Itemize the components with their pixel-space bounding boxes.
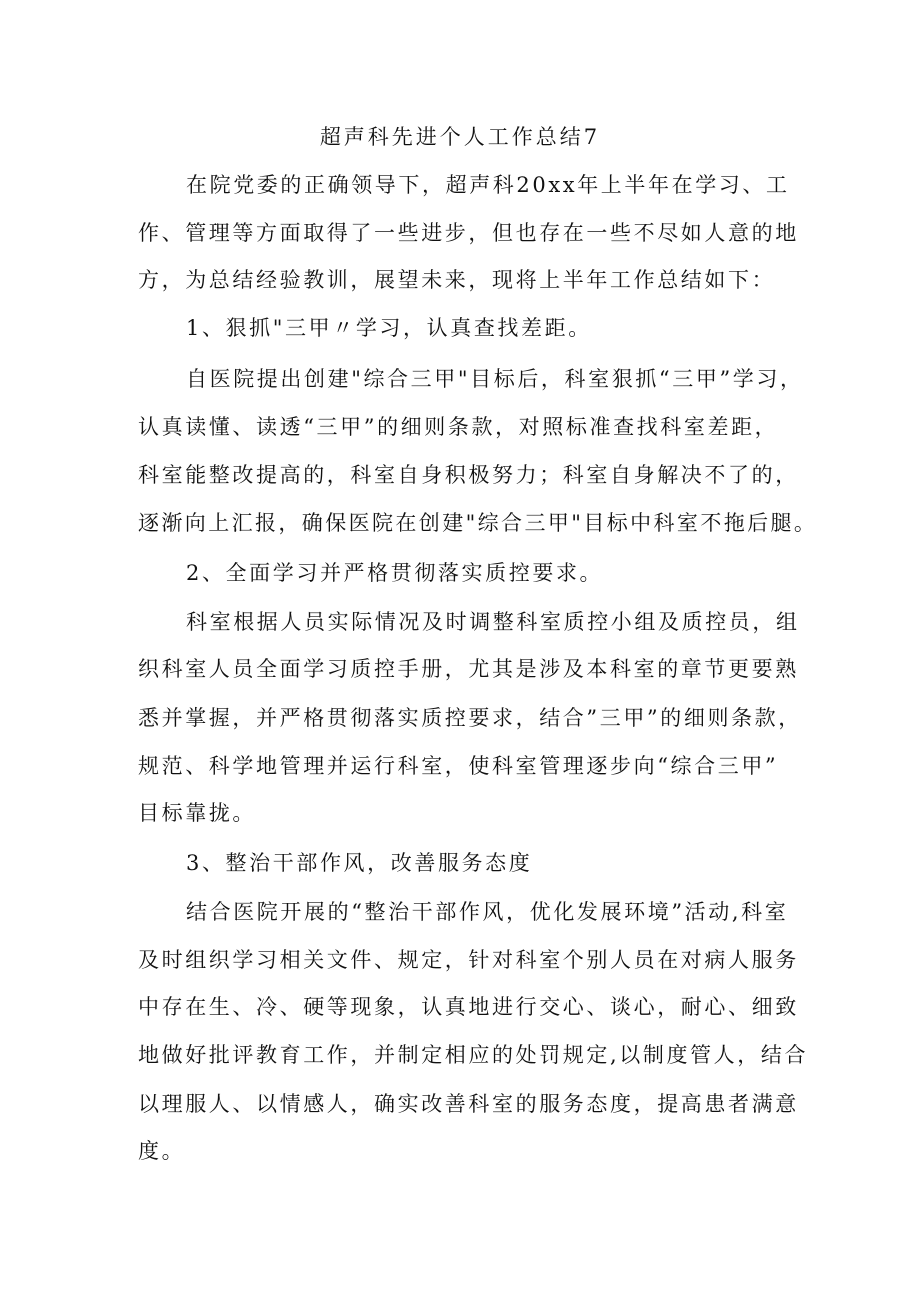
text-line: 逐渐向上汇报，确保医院在创建"综合三甲"目标中科室不拖后腿。 [138, 511, 818, 535]
text-line: 科室根据人员实际情况及时调整科室质控小组及质控员，组 [186, 610, 800, 634]
text-line: 科室能整改提高的，科室自身积极努力；科室自身解决不了的， [138, 463, 799, 487]
text-line: 悉并掌握，并严格贯彻落实质控要求，结合”三甲”的细则条款， [138, 706, 802, 730]
text-line: 规范、科学地管理并运行科室，使科室管理逐步向“综合三甲” [138, 754, 779, 778]
section-heading: 1、狠抓"三甲〃学习，认真查找差距。 [186, 316, 592, 340]
text-line: 自医院提出创建"综合三甲"目标后，科室狠抓“三甲”学习， [186, 367, 804, 391]
text-line: 度。 [138, 1139, 186, 1163]
section-heading: 2、全面学习并严格贯彻落实质控要求。 [186, 561, 604, 585]
text-line: 在院党委的正确领导下，超声科20xx年上半年在学习、工 [186, 173, 790, 197]
text-line: 及时组织学习相关文件、规定，针对科室个别人员在对病人服务 [138, 948, 799, 972]
text-line: 地做好批评教育工作，并制定相应的处罚规定,以制度管人，结合 [138, 1043, 809, 1067]
text-line: 目标靠拢。 [138, 801, 256, 825]
text-line: 中存在生、冷、硬等现象，认真地进行交心、谈心，耐心、细致 [138, 995, 799, 1019]
document-title: 超声科先进个人工作总结7 [319, 125, 601, 149]
text-line: 以理服人、以情感人，确实改善科室的服务态度，提高患者满意 [138, 1092, 799, 1116]
text-line: 结合医院开展的“整治干部作风，优化发展环境”活动,科室 [186, 900, 789, 924]
text-line: 方，为总结经验教训，展望未来，现将上半年工作总结如下： [138, 268, 776, 292]
text-line: 认真读懂、读透“三甲”的细则条款，对照标准查找科室差距， [138, 415, 779, 439]
text-line: 作、管理等方面取得了一些进步，但也存在一些不尽如人意的地 [138, 221, 799, 245]
text-line: 织科室人员全面学习质控手册，尤其是涉及本科室的章节更要熟 [138, 657, 799, 681]
section-heading: 3、整治干部作风，改善服务态度 [186, 851, 533, 875]
